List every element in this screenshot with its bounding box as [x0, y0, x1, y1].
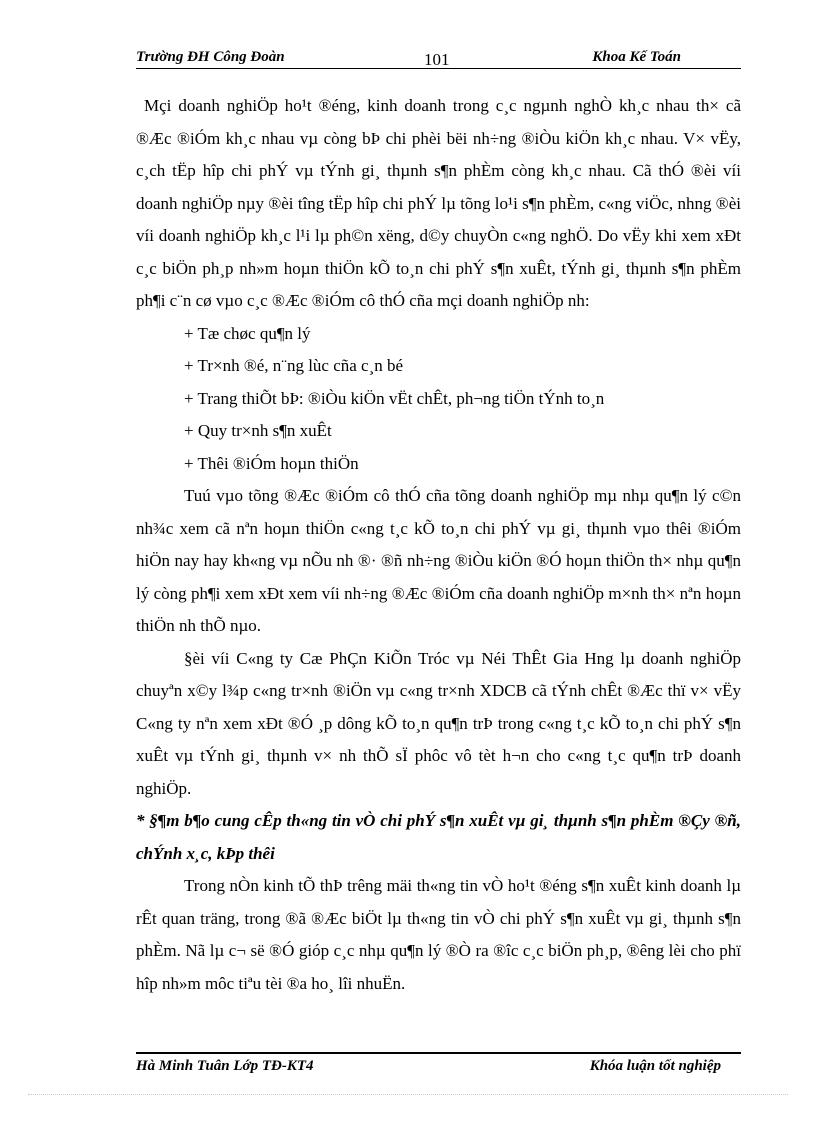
page-number: 101 — [424, 50, 450, 69]
body-text — [136, 90, 741, 1000]
paragraph-2: Tuú vµo tõng ®Æc ®iÓm cô thÓ cña tõng doanh nghiÖp mµ nhµ qu¶n lý c©n nh¾c xem cã nªn hoµn thiÖn c«ng t¸c kÕ to¸n chi phÝ vµ gi¸ thµnh vµo thêi ®iÓm hiÖn nay hay kh«ng vµ nÕu nh ®· ®ñ nh÷ng ®iÒu kiÖn ®Ó hoµn thiÖn th× nhµ qu¶n lý còng ph¶i xem xÐt xem víi nh÷ng ®Æc ®iÓm cña doanh nghiÖp m×nh th× nªn hoµn thiÖn nh thÕ nµo. — [136, 486, 741, 635]
section-heading: * §¶m b¶o cung cÊp th«ng tin vÒ chi phÝ s¶n xuÊt vµ gi¸ thµnh s¶n phÈm ®Çy ®ñ, chÝnh x¸c, kÞp thêi — [136, 811, 741, 863]
page-footer — [136, 1058, 741, 1080]
paragraph-3: §èi víi C«ng ty Cæ PhÇn KiÕn Tróc vµ Néi ThÊt Gia Hng lµ doanh nghiÖp chuyªn x©y l¾p c«ng tr×nh ®iÖn vµ c«ng tr×nh XDCB cã tÝnh chÊt ®Æc thï v× vËy C«ng ty nªn xem xÐt ®Ó ¸p dông kÕ to¸n qu¶n trÞ trong c«ng t¸c kÕ to¸n chi phÝ s¶n xuÊt vµ tÝnh gi¸ thµnh v× nh thÕ sÏ phôc vô tèt h¬n cho c«ng t¸c qu¶n trÞ doanh nghiÖp. — [136, 648, 741, 798]
list-item: + Tr×nh ®é, n¨ng lùc cña c¸n bé — [184, 356, 404, 375]
header-department: Khoa Kế Toán — [592, 49, 681, 65]
paragraph-4: Trong nÒn kinh tÕ thÞ trêng mäi th«ng tin vÒ ho¹t ®éng s¶n xuÊt kinh doanh lµ rÊt quan träng, trong ®ã ®Æc biÖt lµ th«ng tin vÒ chi phÝ s¶n xuÊt vµ gi¸ thµnh s¶n phÈm. Nã lµ c¬ së ®Ó gióp c¸c nhµ qu¶n lý ®Ò ra ®îc c¸c biÖn ph¸p, ®êng lèi cho phï hîp nh»m môc tiªu tèi ®a ho¸ lîi nhuËn. — [136, 876, 741, 993]
paragraph-1: Mçi doanh nghiÖp ho¹t ®éng, kinh doanh trong c¸c ngµnh nghÒ kh¸c nhau th× cã ®Æc ®iÓm kh¸c nhau vµ còng bÞ chi phèi bëi nh÷ng ®iÒu kiÖn kh¸c nhau. V× vËy, c¸ch tËp hîp chi phÝ vµ tÝnh gi¸ thµnh s¶n phÈm còng kh¸c nhau. Cã thÓ ®èi víi doanh nghiÖp nµy ®èi tîng tËp hîp chi phÝ lµ tõng lo¹i s¶n phÈm, c«ng viÖc, nhng ®èi víi doanh nghiÖp kh¸c l¹i lµ ph©n xëng, d©y chuyÒn c«ng nghÖ. Do vËy khi xem xÐt c¸c biÖn ph¸p nh»m hoµn thiÖn kÕ to¸n chi phÝ s¶n xuÊt, tÝnh gi¸ thµnh s¶n phÈm ph¶i c¨n cø vµo c¸c ®Æc ®iÓm cô thÓ cña mçi doanh nghiÖp nh: — [136, 96, 741, 310]
header-school: Trường ĐH Công Đoàn — [136, 49, 285, 65]
list-item: + Thêi ®iÓm hoµn thiÖn — [184, 453, 359, 473]
footer-rule — [136, 1052, 741, 1054]
list-item: + Trang thiÕt bÞ: ®iÒu kiÖn vËt chÊt, ph¬ng tiÖn tÝnh to¸n — [184, 388, 605, 408]
list-item: + Tæ chøc qu¶n lý — [184, 323, 311, 343]
footer-author: Hà Minh Tuân Lớp TĐ-KT4 — [136, 1058, 314, 1074]
page-header — [136, 46, 741, 70]
list-item: + Quy tr×nh s¶n xuÊt — [184, 421, 332, 440]
page-boundary — [28, 1094, 788, 1095]
header-rule — [136, 68, 741, 69]
footer-thesis-label: Khóa luận tốt nghiệp — [589, 1058, 721, 1074]
